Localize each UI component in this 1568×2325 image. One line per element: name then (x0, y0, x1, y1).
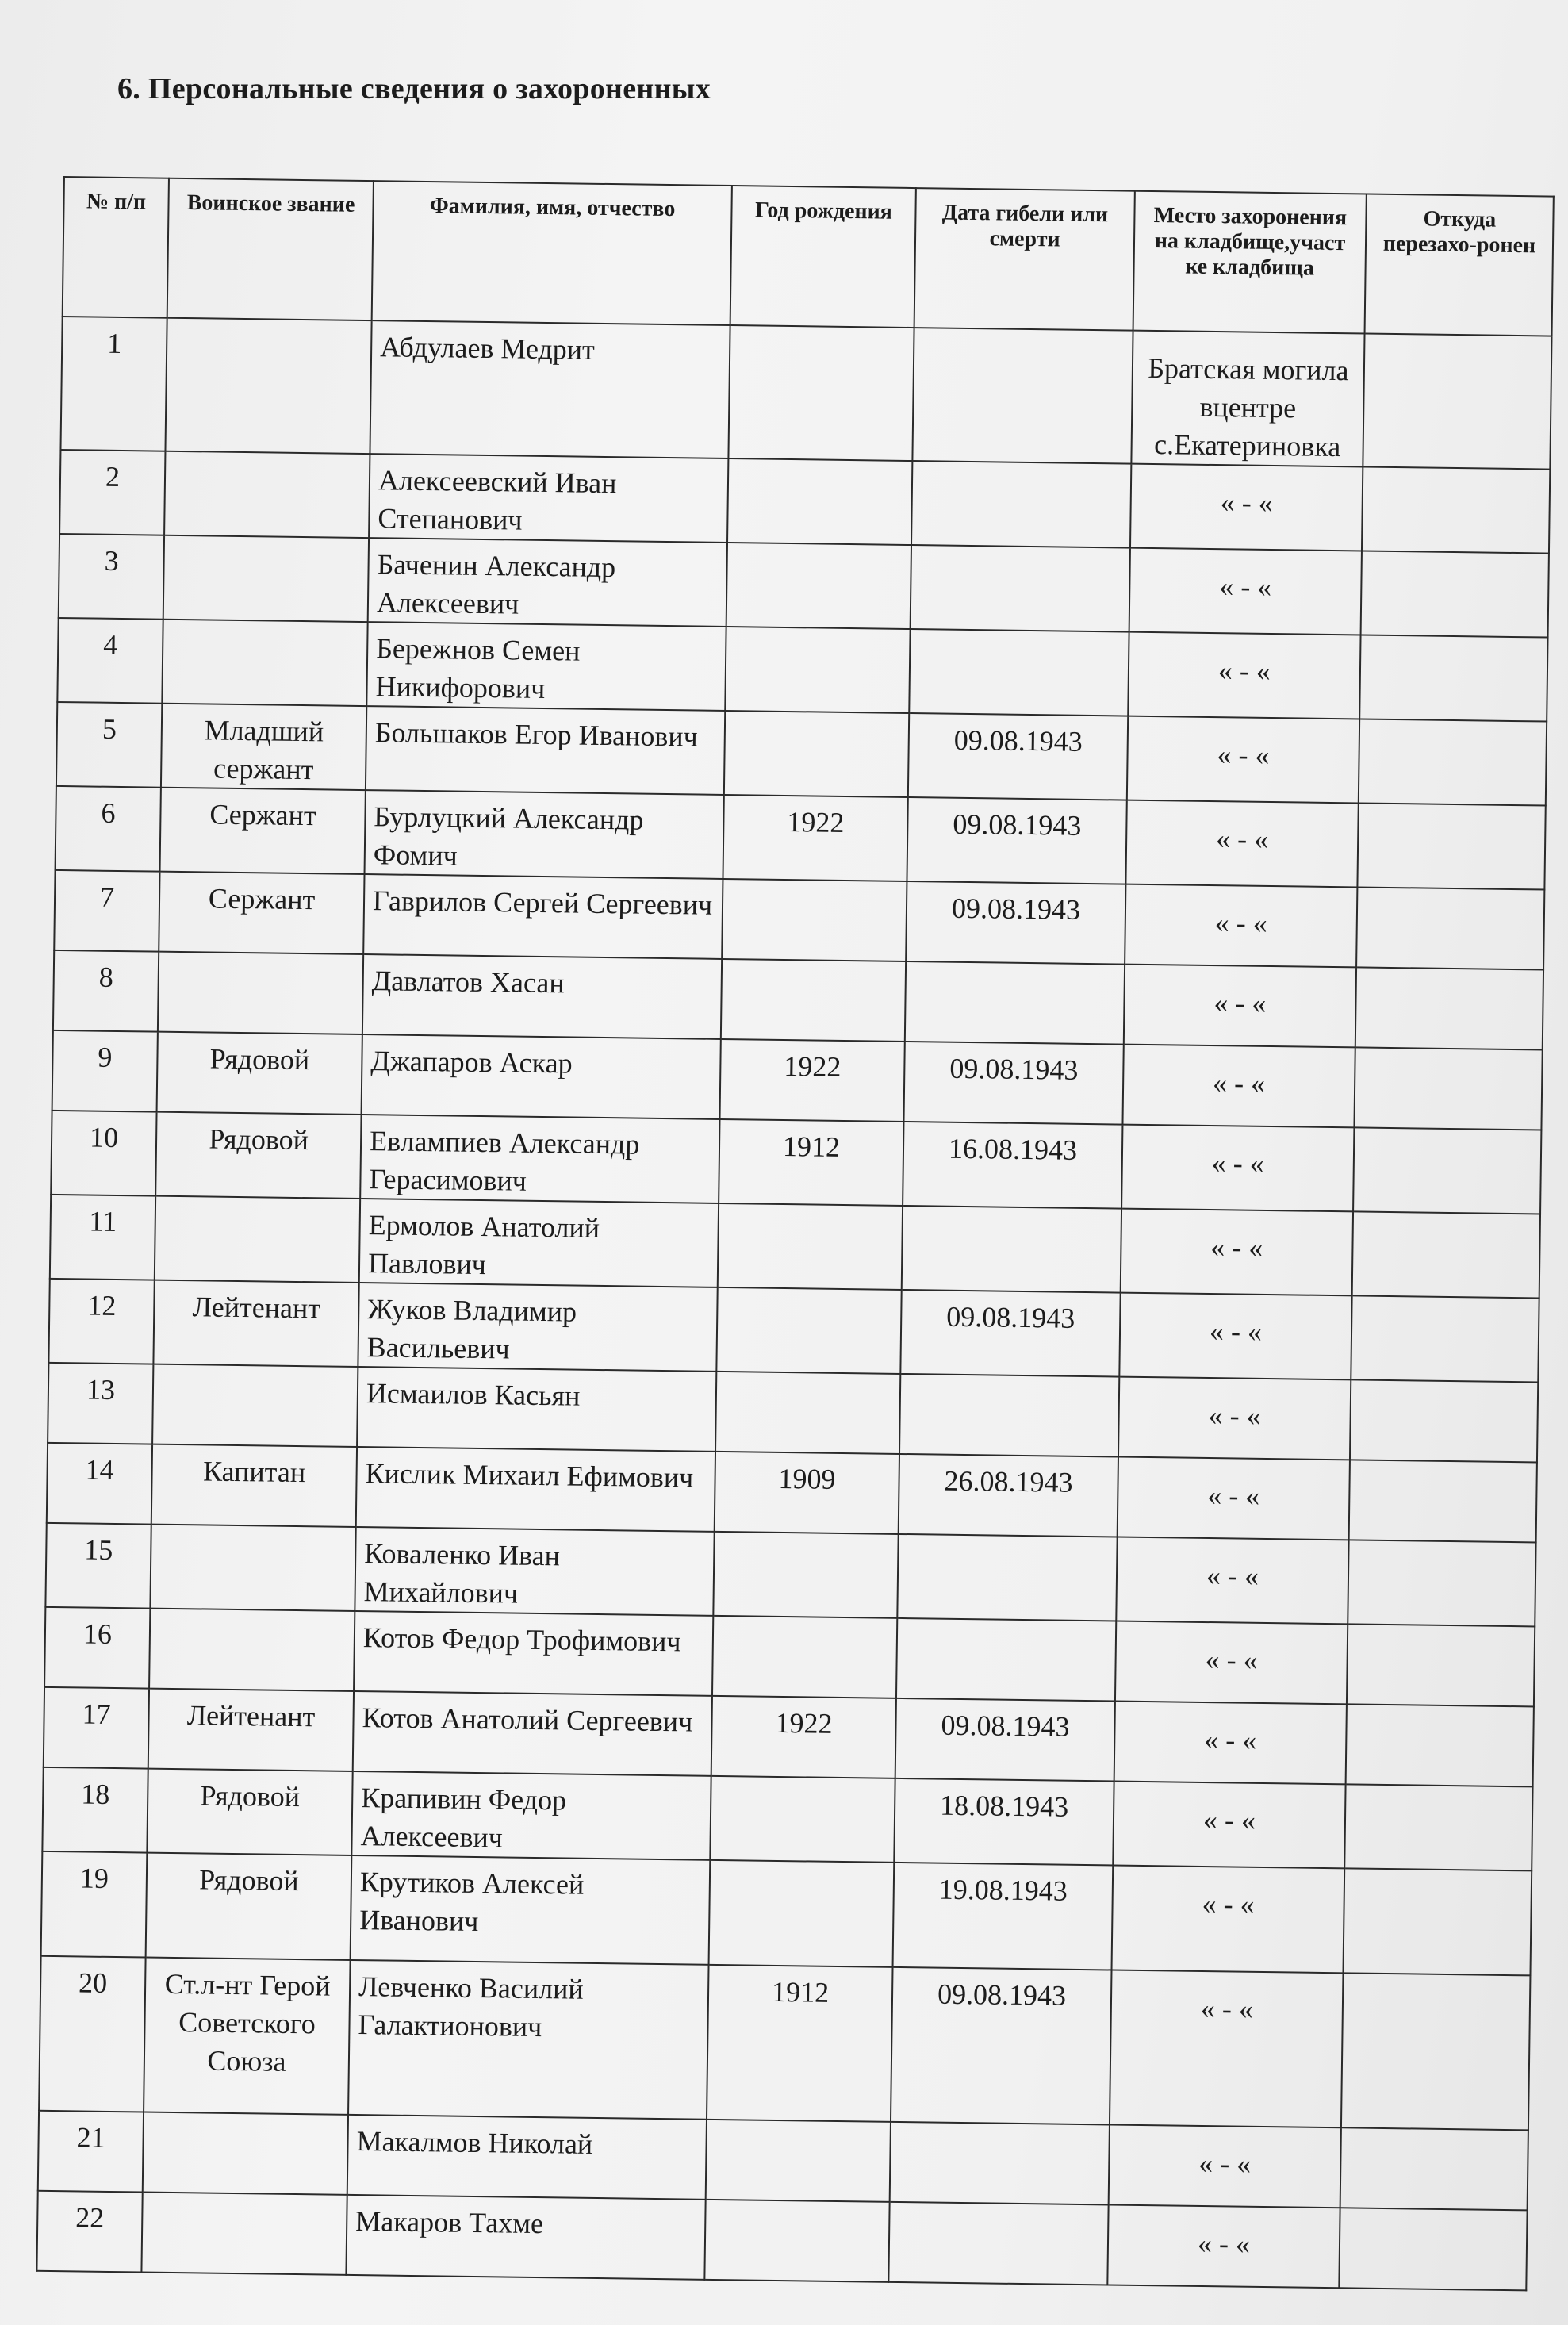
cell-year: 1909 (715, 1452, 899, 1534)
cell-date (911, 461, 1131, 548)
cell-rank: Лейтенант (148, 1689, 354, 1771)
cell-date (896, 1618, 1116, 1702)
cell-rank: Рядовой (155, 1112, 361, 1199)
cell-year: 1912 (707, 1965, 893, 2122)
cell-date: 09.08.1943 (903, 1042, 1123, 1125)
cell-from (1354, 1047, 1542, 1130)
header-rank: Воинское звание (167, 178, 374, 320)
cell-year (716, 1287, 901, 1374)
cell-from (1349, 1460, 1537, 1542)
cell-name: Макалмов Николай (347, 2115, 707, 2200)
cell-year (710, 1776, 895, 1863)
cell-year (704, 2200, 889, 2282)
cell-place: « - « (1122, 1045, 1355, 1128)
cell-place: « - « (1118, 1457, 1350, 1540)
cell-rank (149, 1609, 355, 1691)
cell-year (718, 1203, 903, 1290)
cell-rank: Рядовой (147, 1769, 352, 1855)
cell-year (713, 1532, 898, 1618)
cell-from (1346, 1704, 1534, 1786)
cell-num: 5 (56, 702, 162, 788)
cell-year (728, 325, 914, 461)
cell-year: 1922 (711, 1696, 896, 1778)
cell-from (1343, 1868, 1532, 1975)
cell-rank (163, 535, 369, 622)
cell-place: « - « (1119, 1293, 1351, 1380)
cell-num: 14 (47, 1443, 152, 1525)
cell-place: « - « (1124, 965, 1356, 1048)
cell-from (1339, 2208, 1527, 2290)
cell-from (1344, 1784, 1532, 1870)
cell-name: Абдулаев Медрит (370, 320, 730, 458)
cell-name: Давлатов Хасан (362, 954, 722, 1039)
cell-from (1351, 1295, 1539, 1382)
page-title: 6. Персональные сведения о захороненных (117, 72, 711, 106)
cell-num: 13 (48, 1363, 153, 1444)
cell-rank: Рядовой (146, 1853, 352, 1960)
cell-place: « - « (1115, 1621, 1348, 1705)
cell-num: 21 (38, 2111, 144, 2193)
cell-num: 18 (42, 1767, 148, 1853)
burial-records-table (36, 176, 1554, 2291)
cell-name: Левченко Василий Галактионович (348, 1960, 709, 2120)
cell-from (1353, 1127, 1541, 1214)
cell-place: « - « (1125, 884, 1357, 968)
cell-from (1356, 887, 1544, 969)
cell-num: 19 (41, 1851, 148, 1958)
cell-rank: Лейтенант (153, 1280, 358, 1367)
cell-rank (150, 1525, 355, 1611)
cell-from (1361, 551, 1549, 637)
cell-rank (158, 952, 363, 1034)
cell-num: 6 (56, 786, 161, 872)
cell-year (706, 2120, 891, 2202)
cell-num: 4 (57, 618, 163, 704)
cell-name: Котов Анатолий Сергеевич (353, 1691, 712, 1776)
cell-rank (165, 318, 371, 454)
cell-from (1355, 967, 1543, 1049)
cell-name: Макаров Тахме (346, 2195, 705, 2280)
cell-name: Крапивин Федор Алексеевич (351, 1771, 711, 1860)
cell-year: 1912 (719, 1119, 903, 1206)
cell-place: « - « (1118, 1377, 1351, 1460)
cell-rank (152, 1364, 358, 1447)
cell-date: 09.08.1943 (895, 1698, 1115, 1782)
cell-name: Исмаилов Касьян (357, 1367, 716, 1452)
cell-date: 26.08.1943 (899, 1454, 1118, 1537)
cell-year (709, 1860, 895, 1967)
cell-num: 22 (36, 2191, 142, 2273)
cell-date (888, 2202, 1108, 2285)
cell-name: Большаков Егор Иванович (366, 706, 725, 795)
cell-place: « - « (1121, 1125, 1354, 1212)
cell-from (1359, 719, 1547, 805)
cell-num: 2 (59, 450, 165, 535)
cell-year: 1922 (723, 795, 907, 881)
cell-year: 1922 (720, 1039, 905, 1122)
cell-rank (143, 2112, 348, 2195)
cell-rank (141, 2193, 347, 2275)
cell-place: « - « (1130, 464, 1363, 551)
cell-date: 18.08.1943 (894, 1778, 1114, 1866)
cell-rank (162, 620, 367, 706)
cell-from (1348, 1540, 1535, 1626)
cell-from (1363, 333, 1551, 469)
cell-from (1357, 803, 1545, 889)
cell-place: « - « (1113, 1782, 1345, 1869)
cell-num: 10 (51, 1111, 156, 1196)
cell-num: 9 (52, 1030, 158, 1112)
cell-place: « - « (1127, 716, 1359, 804)
cell-rank: Младший сержант (161, 704, 366, 790)
cell-num: 11 (50, 1195, 155, 1280)
cell-year (726, 543, 911, 629)
cell-date: 09.08.1943 (908, 713, 1128, 800)
cell-num: 1 (60, 317, 167, 451)
cell-from (1352, 1211, 1540, 1298)
cell-from (1362, 466, 1550, 553)
header-date: Дата гибели или смерти (914, 188, 1135, 331)
cell-num: 3 (59, 534, 164, 620)
cell-date: 19.08.1943 (893, 1863, 1114, 1970)
cell-year (725, 627, 910, 713)
cell-rank: Сержант (159, 872, 364, 954)
cell-year (722, 879, 907, 961)
cell-date: 09.08.1943 (906, 881, 1125, 965)
cell-year (721, 959, 906, 1042)
cell-name: Джапаров Аскар (362, 1034, 721, 1119)
cell-date (899, 1374, 1119, 1457)
cell-from (1340, 2127, 1528, 2210)
cell-date: 09.08.1943 (891, 1967, 1112, 2125)
cell-year (715, 1372, 900, 1454)
cell-num: 8 (53, 950, 159, 1032)
cell-date (897, 1534, 1117, 1621)
cell-name: Жуков Владимир Васильевич (358, 1283, 717, 1372)
header-from: Откуда перезахо-ронен (1365, 194, 1554, 336)
cell-place: Братская могила вцентре с.Екатериновка (1131, 331, 1364, 467)
cell-from (1341, 1973, 1531, 2130)
cell-name: Котов Федор Трофимович (354, 1611, 713, 1696)
cell-num: 7 (54, 870, 159, 952)
cell-place: « - « (1114, 1702, 1347, 1785)
cell-date (905, 961, 1125, 1045)
cell-rank: Ст.л-нт Герой Советского Союза (144, 1958, 351, 2115)
cell-place: « - « (1110, 1970, 1344, 2127)
cell-date: 16.08.1943 (903, 1122, 1122, 1209)
cell-name: Коваленко Иван Михайлович (355, 1527, 714, 1616)
cell-name: Ермолов Анатолий Павлович (359, 1199, 719, 1287)
cell-name: Кислик Михаил Ефимович (356, 1447, 715, 1532)
cell-place: « - « (1129, 548, 1362, 635)
header-place: Место захоронения на кладбище,участ ке кладбища (1133, 191, 1367, 334)
cell-name: Баченин Александр Алексеевич (368, 538, 727, 627)
cell-num: 12 (48, 1279, 154, 1364)
table-header-row (63, 177, 1554, 336)
header-num: № п/п (63, 177, 169, 318)
cell-name: Алексеевский Иван Степанович (369, 454, 728, 543)
cell-name: Гаврилов Сергей Сергеевич (363, 874, 723, 959)
cell-from (1347, 1624, 1535, 1706)
table-row (39, 1956, 1530, 2131)
cell-from (1350, 1379, 1538, 1462)
cell-place: « - « (1125, 800, 1358, 888)
cell-place: « - « (1112, 1866, 1345, 1974)
cell-num: 16 (44, 1607, 150, 1689)
cell-place: « - « (1107, 2204, 1340, 2288)
cell-num: 17 (44, 1687, 149, 1769)
cell-name: Крутиков Алексей Иванович (351, 1855, 711, 1965)
header-name: Фамилия, имя, отчество (372, 181, 732, 325)
cell-num: 20 (39, 1956, 146, 2112)
cell-from (1359, 635, 1547, 721)
table-row (41, 1851, 1532, 1976)
cell-rank (164, 451, 370, 538)
cell-year (712, 1616, 897, 1698)
cell-rank: Рядовой (157, 1032, 362, 1115)
cell-rank: Капитан (151, 1444, 357, 1527)
cell-name: Евлампиев Александр Герасимович (360, 1115, 719, 1203)
cell-date (912, 328, 1133, 464)
cell-place: « - « (1116, 1537, 1348, 1625)
cell-date (902, 1206, 1121, 1293)
cell-date (890, 2122, 1110, 2205)
cell-year (724, 711, 909, 797)
cell-place: « - « (1121, 1209, 1353, 1296)
cell-rank: Сержант (160, 788, 366, 874)
cell-date (911, 545, 1130, 632)
cell-date (909, 629, 1129, 716)
cell-name: Бережнов Семен Никифорович (366, 622, 726, 711)
cell-date: 09.08.1943 (900, 1290, 1120, 1377)
cell-date: 09.08.1943 (907, 797, 1126, 884)
header-year: Год рождения (730, 186, 916, 328)
cell-place: « - « (1109, 2124, 1341, 2208)
table-row (60, 317, 1551, 470)
cell-rank (155, 1196, 360, 1283)
cell-num: 15 (45, 1523, 151, 1609)
cell-name: Бурлуцкий Александр Фомич (365, 790, 724, 879)
cell-year (727, 458, 912, 545)
cell-place: « - « (1128, 632, 1360, 719)
